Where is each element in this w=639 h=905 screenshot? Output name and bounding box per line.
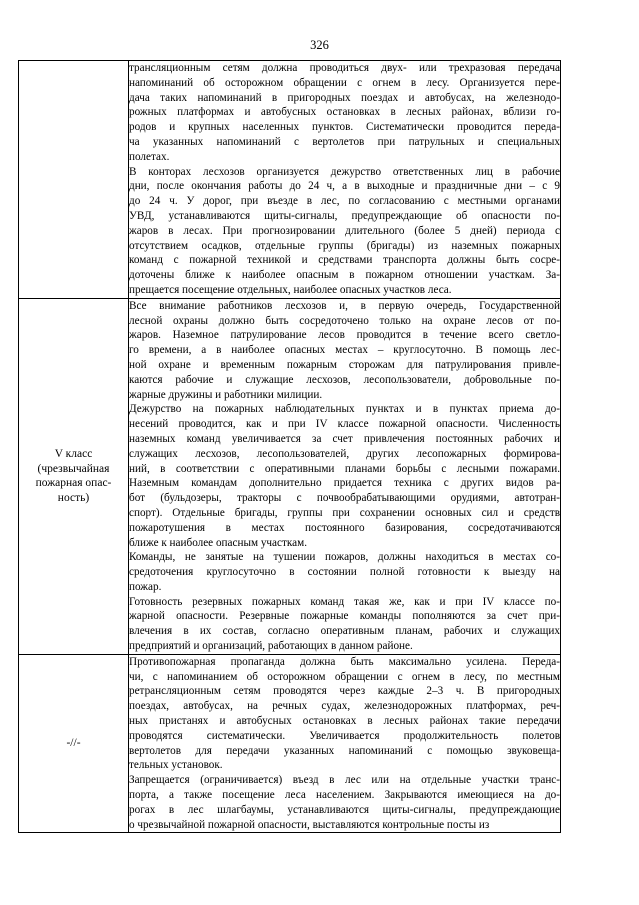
table-row (19, 654, 561, 833)
text-line: ний, в соответствии с оперативными планами борьбы с лесными пожарами. (129, 462, 560, 475)
text-line: вертолетов для передачи указанных напоминаний с помощью звуковеща- (129, 744, 560, 757)
text-line: проводятся систематически. Увеличивается продолжительность полетов (129, 729, 560, 742)
text-line: служащих лесхозов, лесопользователей, других лесопожарных формирова- (129, 447, 560, 460)
text-line: спорт). Отдельные бригады, группы при сохранении основных сил и средств (129, 506, 560, 519)
text-line: Дежурство на пожарных наблюдательных пунктах и в пунктах приема до- (129, 403, 560, 416)
text-line: бот (бульдозеры, тракторы с почвообрабатывающими орудиями, автотран- (129, 492, 560, 505)
text-line: прещается посещение отдельных, наиболее опасных участков леса. (129, 283, 452, 296)
class-cell (19, 654, 129, 833)
text-line: Все внимание работников лесхозов и, в первую очередь, Государственной (129, 299, 560, 312)
text-line: ча указанных напоминаний с вертолетов при патрульных и специальных (129, 135, 560, 148)
text-line: рогах в лес шлагбаумы, устанавливаются щиты-сигналы, предупреждающие (129, 803, 560, 816)
text-line: ближе к наиболее опасным участкам. (129, 536, 307, 549)
text-line: команд с пожарной техникой и средствами транспорта должны быть сосре- (129, 254, 560, 267)
class-label-line: (чрезвычайная (37, 462, 110, 475)
text-line: рожных платформах и автобусных остановках в лесных районах, вблизи го- (129, 106, 560, 119)
text-line: трансляционным сетям должна проводиться двух- или трехразовая передача (129, 62, 560, 74)
measures-cell (129, 654, 561, 833)
text-line: пожар. (129, 580, 162, 593)
paragraph (129, 61, 560, 165)
text-line: порта, а также посещение леса населением. Закрываются имеющиеся на до- (129, 789, 560, 802)
class-label-line: ность) (57, 492, 90, 505)
measures-cell (129, 298, 561, 654)
class-cell (19, 61, 129, 299)
class-label-line: пожарная опас- (35, 477, 112, 490)
measures-cell (129, 61, 561, 299)
text-line: предприятий и организаций, работающих в данном районе. (129, 640, 413, 653)
paragraph (129, 773, 560, 832)
text-line: тельных установок. (129, 759, 223, 772)
text-line: отсутствием осадков, отдельные группы (бригады) из наземных пожарных (129, 239, 560, 252)
text-line: о чрезвычайной пожарной опасности, выставляются контрольные посты из (129, 818, 490, 831)
text-line: жаров. Наземное патрулирование лесов проводится в течение всего светло- (129, 329, 560, 342)
paragraph (129, 165, 560, 298)
text-line: влечения в их состав, согласно оперативным планам, рабочих и служащих (129, 625, 560, 638)
text-line: родов и крупных населенных пунктов. Систематически проводится переда- (129, 121, 560, 134)
text-line: жарной опасности. Резервные пожарные команды пополняются за счет при- (129, 610, 560, 623)
text-line: до 24 ч. У дорог, при въезде в лес, по согласованию с местными органами (129, 195, 560, 208)
paragraph (129, 655, 560, 773)
text-line: жаров в лесах. При прогнозировании длительного (более 5 дней) периода с (129, 224, 560, 237)
paragraph (129, 402, 560, 550)
table-row (19, 61, 561, 299)
paragraph (129, 595, 560, 654)
text-line: Противопожарная пропаганда должна быть максимально усилена. Переда- (129, 655, 560, 668)
text-line: Наземным командам дополнительно придается техника с других видов ра- (129, 477, 560, 490)
text-line: несений проводится, как и при IV классе пожарной опасности. Численность (129, 418, 560, 431)
table-row (19, 298, 561, 654)
text-line: Команды, не занятые на тушении пожаров, должны находиться в местах со- (129, 551, 560, 564)
text-line: ной охране и временным пожарным сторожам для патрулирования привле- (129, 358, 560, 371)
class-cell (19, 298, 129, 654)
fire-danger-table (18, 60, 561, 833)
text-line: Запрещается (ограничивается) въезд в лес или на отдельные участки транс- (129, 774, 560, 787)
text-line: напоминаний об осторожном обращении с огнем в лесу. Организуется пере- (129, 76, 560, 89)
paragraph (129, 299, 560, 403)
text-line: пожаротушения в местах постоянного базирования, сосредотачиваются (129, 521, 560, 534)
text-line: жарные дружины и работники милиции. (129, 388, 323, 401)
page-number: 326 (310, 38, 329, 52)
text-line: дни, после окончания работы до 24 ч, а в выходные и праздничные дни – с 9 (129, 180, 560, 193)
text-line: доточены ближе к наиболее опасным в пожарном отношении участкам. За- (129, 269, 560, 282)
paragraph (129, 550, 560, 594)
text-line: В конторах лесхозов организуется дежурство ответственных лиц в рабочие (129, 165, 560, 178)
text-line: полетах. (129, 150, 170, 163)
text-line: наземных команд увеличивается за счет привлечения постоянных рабочих и (129, 432, 560, 445)
text-line: средоточения круглосуточно в состоянии полной готовности к выезду на (129, 566, 560, 579)
text-line: УВД, устанавливаются щиты-сигналы, предупреждающие об опасности по- (129, 209, 560, 222)
text-line: Готовность резервных пожарных команд такая же, как и при IV классе по- (129, 595, 560, 608)
class-label-line: -//- (66, 737, 81, 750)
text-line: ретрансляционным сетям проводятся через каждые 2–3 ч. В пригородных (129, 685, 560, 698)
text-line: го времени, а в наиболее опасных местах – круглосуточно. В помощь лес- (129, 344, 560, 357)
text-line: ных пристанях и автобусных остановках в лесных районах такие передачи (129, 715, 560, 728)
text-line: поездах, автобусах, на речных судах, железнодорожных платформах, реч- (129, 700, 560, 713)
text-line: чи, с напоминанием об осторожном обращении с огнем в лесу, по местным (129, 670, 560, 683)
text-line: лесной охраны должно быть сосредоточено только на охране лесов от по- (129, 314, 560, 327)
text-line: каются рабочие и служащие лесхозов, лесопользователи, добровольные по- (129, 373, 560, 386)
class-label-line: V класс (54, 447, 93, 460)
text-line: дача таких напоминаний в пригородных поездах и автобусах, на железнодо- (129, 91, 560, 104)
